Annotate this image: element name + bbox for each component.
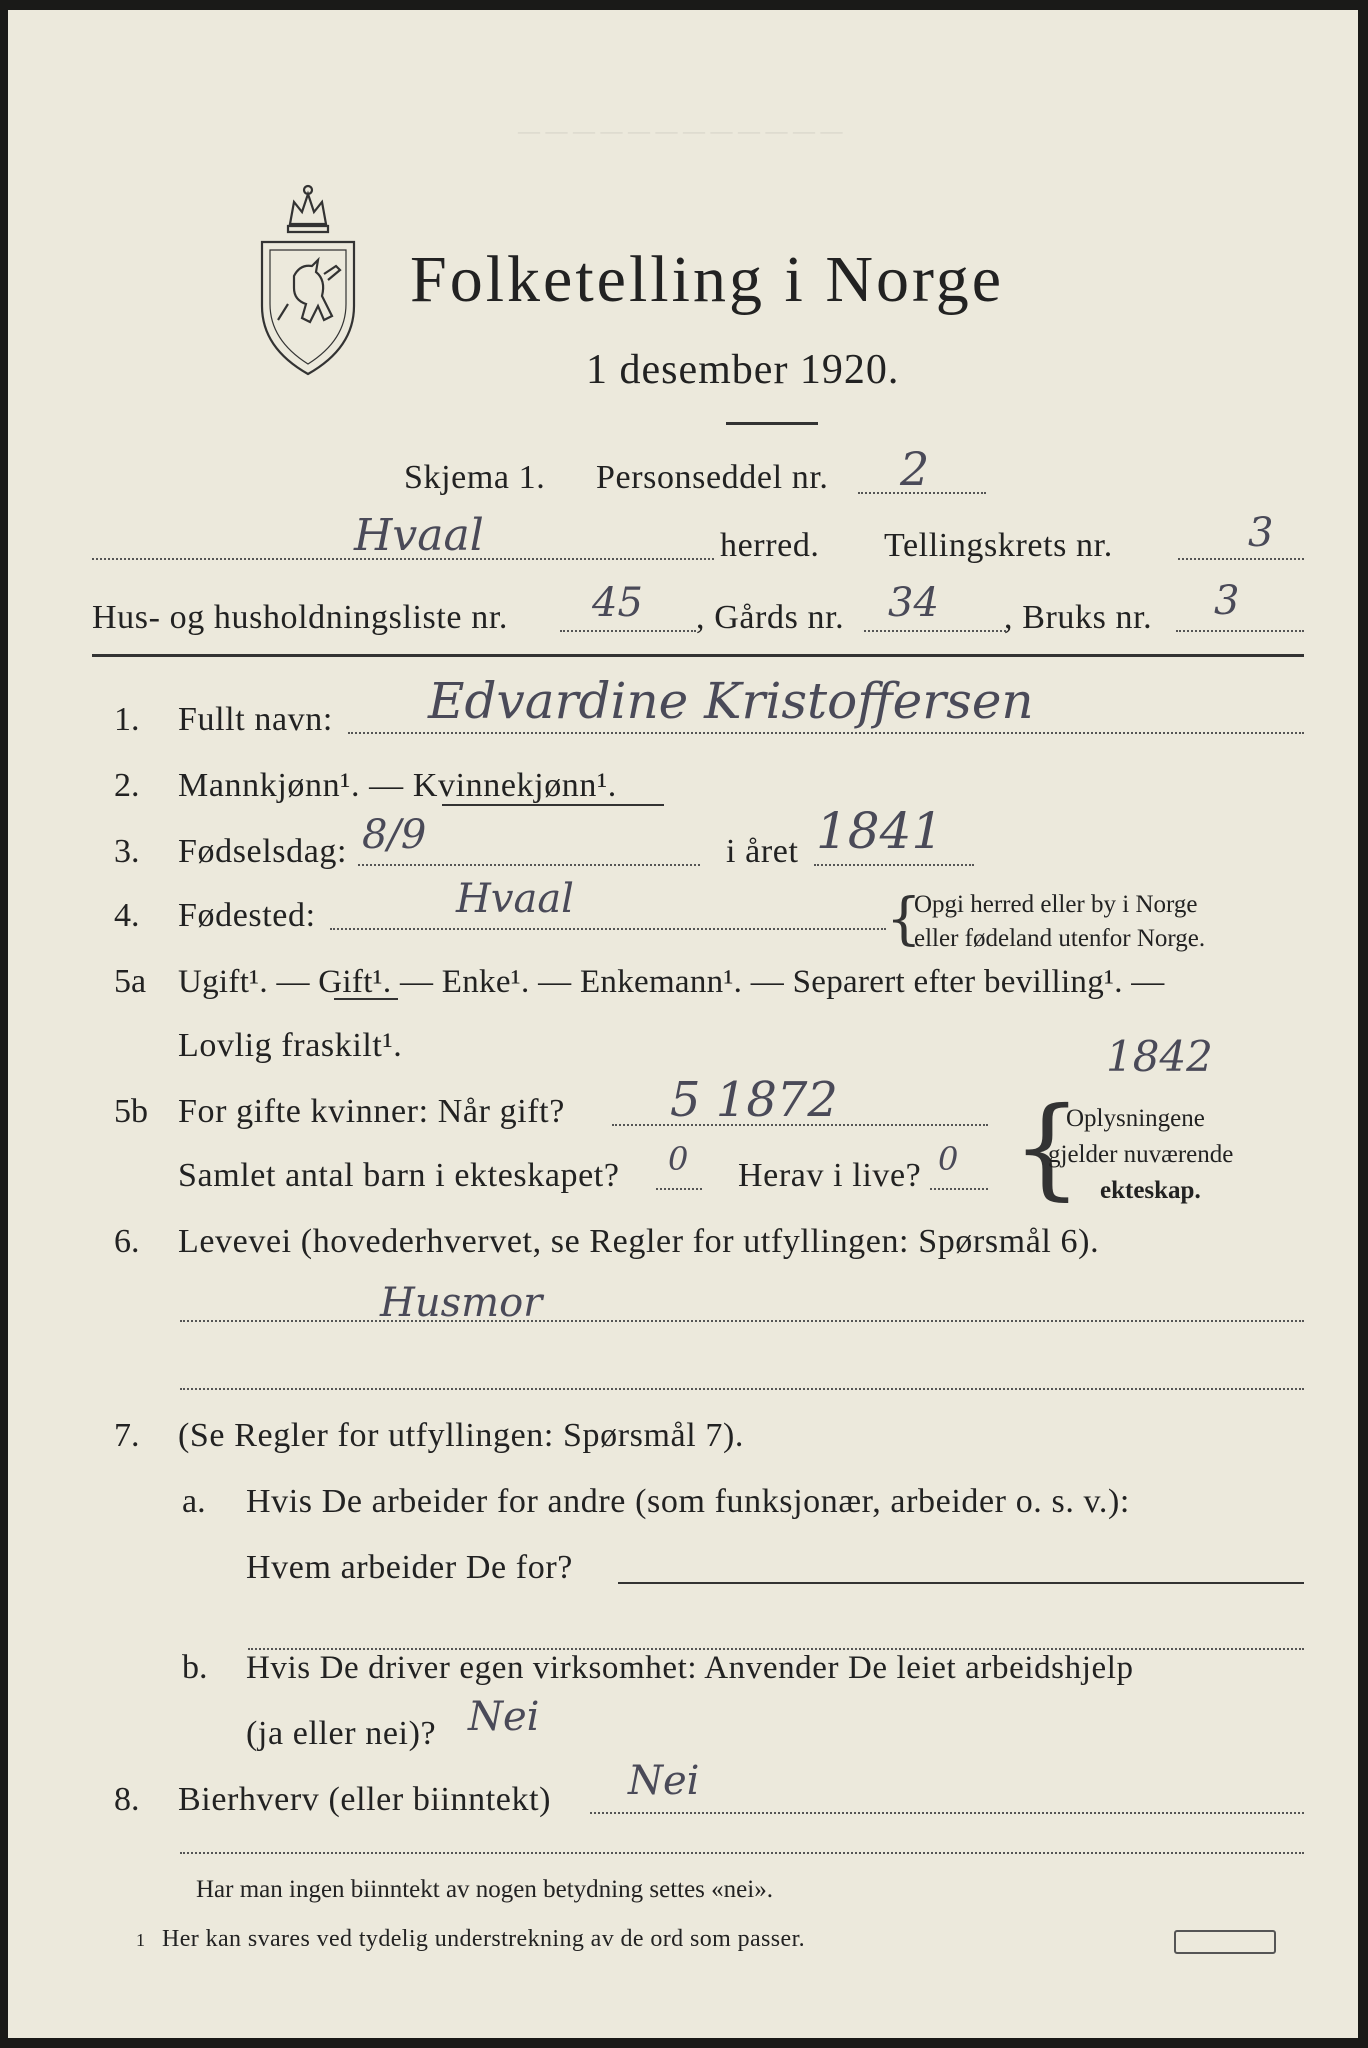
q4-note-line2: eller fødeland utenfor Norge. <box>914 925 1206 952</box>
q5b-married-value: 5 1872 <box>670 1072 838 1128</box>
q2-underline-kvinnekjonn <box>442 804 664 806</box>
q5b-children-line <box>656 1188 702 1190</box>
form-title: Folketelling i Norge <box>410 243 1005 316</box>
q4-birthplace: Hvaal <box>456 876 574 922</box>
q5b-alive-value: 0 <box>938 1140 959 1178</box>
tellingskrets-line <box>1178 558 1304 560</box>
q1-line <box>348 732 1304 734</box>
footer-note: Har man ingen biinntekt av nogen betydning settes «nei». <box>196 1876 773 1903</box>
q8-label: Bierhverv (eller biinntekt) <box>178 1781 552 1818</box>
q8-line2 <box>180 1852 1304 1854</box>
printer-stamp <box>1174 1930 1276 1954</box>
gards-line <box>864 630 1006 632</box>
coat-of-arms-icon <box>248 180 368 380</box>
q5a-label-line2: Lovlig fraskilt¹. <box>178 1027 403 1064</box>
q2-label: Mannkjønn¹. — Kvinnekjønn¹. <box>178 767 617 804</box>
bruks-label: , Bruks nr. <box>1004 599 1153 636</box>
q5b-number: 5b <box>114 1093 148 1130</box>
q8-value: Nei <box>628 1758 700 1804</box>
q1-full-name: Edvardine Kristoffersen <box>428 672 1034 730</box>
footnote-mark: 1 <box>136 1930 145 1950</box>
q5b-label: For gifte kvinner: Når gift? <box>178 1093 565 1130</box>
gards-label: , Gårds nr. <box>696 599 845 636</box>
q6-number: 6. <box>114 1223 140 1260</box>
q3-day-line <box>358 864 700 866</box>
footnote-text: Her kan svares ved tydelig understrekning av de ord som passer. <box>162 1926 806 1952</box>
q5b-brace: { <box>1012 1083 1082 1211</box>
schema-label: Skjema 1. <box>404 459 546 496</box>
q3-birthdate: 8/9 <box>362 812 427 858</box>
q5b-alive-line <box>930 1188 988 1190</box>
herred-value: Hvaal <box>354 510 484 561</box>
section-separator <box>92 654 1304 657</box>
q3-birth-year: 1841 <box>816 802 944 860</box>
herred-label: herred. <box>720 527 820 564</box>
q7a-label-line2: Hvem arbeider De for? <box>246 1549 573 1586</box>
q5b-note-line1: Oplysningene <box>1066 1105 1205 1132</box>
q4-line <box>330 928 886 930</box>
q5b-children-label: Samlet antal barn i ekteskapet? <box>178 1157 620 1194</box>
q5a-number: 5a <box>114 963 147 1000</box>
q6-occupation: Husmor <box>380 1280 543 1326</box>
q6-line2 <box>180 1388 1304 1390</box>
q4-label: Fødested: <box>178 897 316 934</box>
q7b-label: Hvis De driver egen virksomhet: Anvender De leiet arbeidshjelp <box>246 1650 1134 1686</box>
q5a-label: Ugift¹. — Gift¹. — Enke¹. — Enkemann¹. — Separert efter bevilling¹. — <box>178 964 1165 1000</box>
q3-year-label: i året <box>726 833 799 870</box>
q8-line1 <box>590 1812 1304 1814</box>
q7b-label-line2: (ja eller nei)? <box>246 1715 437 1752</box>
q4-note-line1: Opgi herred eller by i Norge <box>914 891 1198 918</box>
title-divider <box>726 422 818 425</box>
husliste-value: 45 <box>592 580 643 626</box>
q6-line1 <box>180 1320 1304 1322</box>
husliste-label: Hus- og husholdningsliste nr. <box>92 599 508 636</box>
bruks-value: 3 <box>1214 578 1240 624</box>
q7-label: (Se Regler for utfyllingen: Spørsmål 7). <box>178 1417 745 1454</box>
census-form-sheet <box>8 10 1358 2038</box>
q1-number: 1. <box>114 701 140 738</box>
bleed-through-text: — — — — — — — — — — — — <box>518 118 843 143</box>
tellingskrets-label: Tellingskrets nr. <box>884 527 1113 564</box>
q5b-note-line3: ekteskap. <box>1100 1177 1201 1204</box>
q5b-correction: 1842 <box>1106 1032 1213 1081</box>
q5a-underline-gift <box>334 998 398 1000</box>
personseddel-label: Personseddel nr. <box>596 459 829 496</box>
q7b-value: Nei <box>468 1694 540 1740</box>
q3-number: 3. <box>114 833 140 870</box>
q7a-letter: a. <box>182 1483 206 1520</box>
gards-value: 34 <box>888 580 939 626</box>
q6-label: Levevei (hovederhvervet, se Regler for utfyllingen: Spørsmål 6). <box>178 1223 1100 1260</box>
q7a-line1 <box>618 1582 1304 1584</box>
q1-label: Fullt navn: <box>178 701 333 738</box>
bruks-line <box>1176 630 1304 632</box>
tellingskrets-value: 3 <box>1248 510 1274 556</box>
q2-number: 2. <box>114 767 140 804</box>
q3-label: Fødselsdag: <box>178 833 348 870</box>
q7-number: 7. <box>114 1417 140 1454</box>
census-date: 1 desember 1920. <box>586 347 900 393</box>
q8-number: 8. <box>114 1781 140 1818</box>
q5b-note-line2: gjelder nuværende <box>1048 1141 1234 1168</box>
q5b-children-value: 0 <box>668 1140 689 1178</box>
q7a-label: Hvis De arbeider for andre (som funksjonær, arbeider o. s. v.): <box>246 1483 1130 1520</box>
q4-number: 4. <box>114 897 140 934</box>
q4-brace: { <box>886 887 922 952</box>
q5b-alive-label: Herav i live? <box>738 1157 922 1194</box>
personseddel-value: 2 <box>900 442 930 496</box>
q7b-letter: b. <box>182 1649 208 1686</box>
q3-year-line <box>814 864 974 866</box>
husliste-line <box>560 630 696 632</box>
